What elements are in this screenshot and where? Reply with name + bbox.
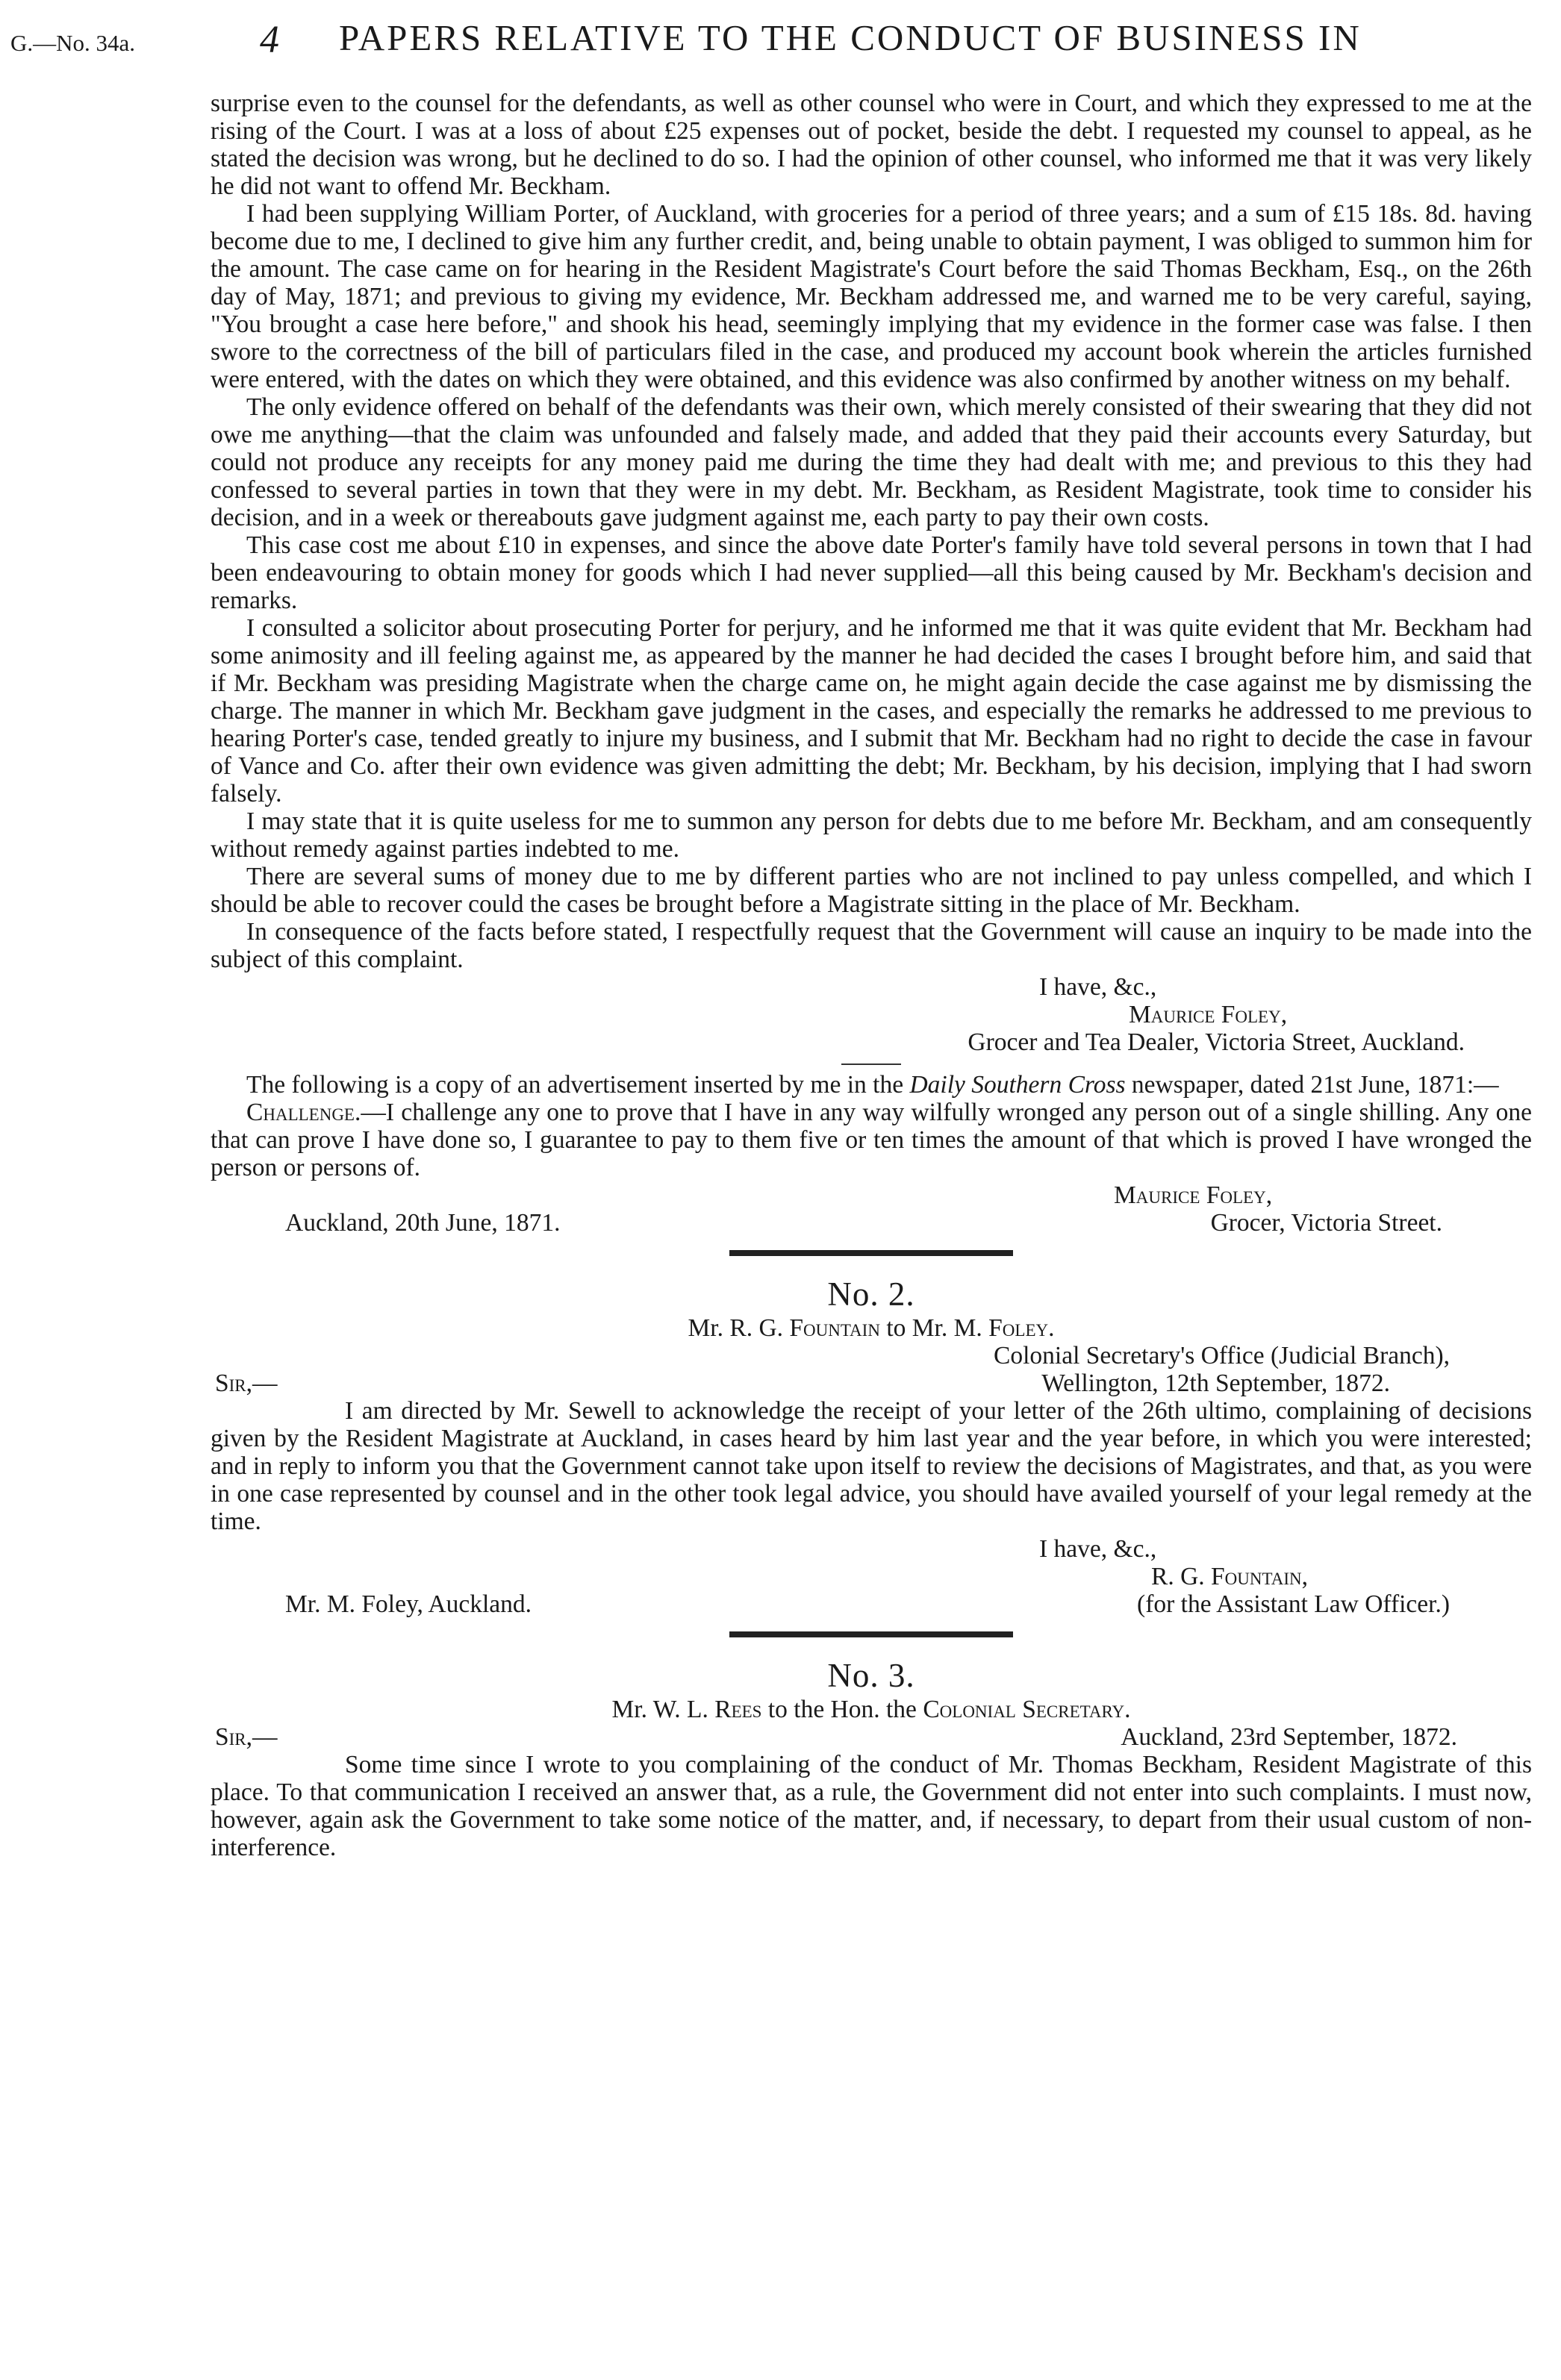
advert-intro-before: The following is a copy of an advertisement inserted by me in the [246, 1071, 904, 1099]
letter-number: No. 3. [827, 1657, 915, 1694]
salutation: Sir,— [215, 1723, 278, 1751]
signature: R. G. Fountain, [1151, 1563, 1308, 1590]
signatory-title: Grocer, Victoria Street. [1210, 1209, 1442, 1237]
newspaper-name: Daily Southern Cross [909, 1071, 1126, 1099]
paragraph: This case cost me about £10 in expenses, and since the above date Porter's family have told several persons in town that I had been endeavouring to obtain money for goods which I had never supplied—all this being caused by Mr. Beckham's decision and remarks. [211, 531, 1532, 614]
sender-name: Rees [714, 1696, 762, 1723]
challenge-label: Challenge. [246, 1099, 361, 1126]
paragraph: The only evidence offered on behalf of the defendants was their own, which merely consisted of their swearing that they did not owe me anything—that the claim was unfounded and falsely made, and added that they paid their accounts every Saturday, but could not produce any receipts for any money paid me during the time they had dealt with me; and previous to this they had confessed to several parties in town that they were in my debt. Mr. Beckham, as Resident Magistrate, took time to consider his decision, and in a week or thereabouts gave judgment against me, each party to pay their own costs. [211, 393, 1532, 531]
divider [841, 1063, 901, 1065]
paragraph: surprise even to the counsel for the defendants, as well as other counsel who were in Court, and which they expressed to me at the rising of the Court. I was at a loss of about £25 expenses out of pocket, beside the debt. I requested my counsel to appeal, as he stated the decision was wrong, but he declined to do so. I had the opinion of other counsel, who informed me that it was very likely he did not want to offend Mr. Beckham. [211, 90, 1532, 200]
advert-intro-after: newspaper, dated 21st June, 1871:— [1131, 1071, 1499, 1099]
salutation-line [211, 1723, 1532, 1751]
recipient-name: Colonial Secretary. [923, 1696, 1131, 1723]
letter-subheading [211, 1696, 1532, 1723]
paragraph: I consulted a solicitor about prosecuting Porter for perjury, and he informed me that it was quite evident that Mr. Beckham had some animosity and ill feeling against me, as appeared by the manner he had decided the cases I brought before him, and said that if Mr. Beckham was presiding Magistrate when the charge came on, he might again decide the case against me by dismissing the charge. The manner in which Mr. Beckham gave judgment in the cases, and especially the remarks he addressed to me previous to hearing Porter's case, tended greatly to injure my business, and I submit that Mr. Beckham had no right to decide the case in favour of Vance and Co. after their own evidence was given admitting the debt; Mr. Beckham, by his decision, implying that I had sworn falsely. [211, 614, 1532, 808]
paragraph: There are several sums of money due to me by different parties who are not inclined to pay unless compelled, and which I should be able to recover could the cases be brought before a Magistrate sitting in the place of Mr. Beckham. [211, 863, 1532, 918]
letter-subheading [211, 1314, 1532, 1342]
signatory-title: Grocer and Tea Dealer, Victoria Street, Auckland. [968, 1028, 1465, 1056]
letter-2-footer [211, 1590, 1532, 1618]
paragraph: I had been supplying William Porter, of Auckland, with groceries for a period of three years; and a sum of £15 18s. 8d. having become due to me, I declined to give him any further credit, and, being unable to obtain payment, I was obliged to summon him for the amount. The case came on for hearing in the Resident Magistrate's Court before the said Thomas Beckham, Esq., on the 26th day of May, 1871; and previous to giving my evidence, Mr. Beckham addressed me, and warned me to be very careful, saying, "You brought a case here before," and shook his head, seemingly implying that my evidence in the former case was false. I then swore to the correctness of the bill of particulars filed in the case, and produced my account book wherein the articles furnished were entered, with the dates on which they were obtained, and this evidence was also confirmed by another witness on my behalf. [211, 200, 1532, 393]
signature: Maurice Foley, [1129, 1001, 1288, 1028]
subheading-prefix: Mr. R. G. [688, 1314, 784, 1342]
salutation-line [211, 1369, 1532, 1397]
sender-name: Fountain [789, 1314, 880, 1342]
page-body [211, 90, 1532, 1861]
subheading-mid: to Mr. M. [886, 1314, 982, 1342]
letter-date: Auckland, 23rd September, 1872. [1121, 1723, 1457, 1751]
advertisement [211, 1071, 1532, 1237]
office: Colonial Secretary's Office (Judicial Branch), [994, 1342, 1450, 1369]
section-divider [729, 1631, 1013, 1637]
section-divider [729, 1250, 1013, 1256]
letter-date: Wellington, 12th September, 1872. [1041, 1369, 1390, 1397]
paragraph: Some time since I wrote to you complaining of the conduct of Mr. Thomas Beckham, Resident Magistrate of this place. To that communication I received an answer that, as a rule, the Government did not enter into such complaints. I must now, however, again ask the Government to take some notice of the matter, and, if necessary, to depart from their usual custom of non-interference. [211, 1751, 1532, 1861]
challenge-paragraph [211, 1099, 1532, 1181]
running-title: PAPERS RELATIVE TO THE CONDUCT OF BUSINESS IN [339, 17, 1362, 58]
signatory-title: (for the Assistant Law Officer.) [1137, 1590, 1450, 1618]
addressee: Mr. M. Foley, Auckland. [285, 1590, 532, 1618]
paragraph: In consequence of the facts before stated, I respectfully request that the Government will cause an inquiry to be made into the subject of this complaint. [211, 918, 1532, 973]
subheading-prefix: Mr. W. L. [611, 1696, 708, 1723]
letter-number: No. 2. [827, 1275, 915, 1313]
recipient-name: Foley. [988, 1314, 1055, 1342]
document-reference: G.—No. 34a. [10, 30, 136, 56]
closing: I have, &c., [1039, 1535, 1157, 1563]
paragraph: I am directed by Mr. Sewell to acknowledge the receipt of your letter of the 26th ultimo, complaining of decisions given by the Resident Magistrate at Auckland, in cases heard by him last year and the year before, in which you were interested; and in reply to inform you that the Government cannot take upon itself to review the decisions of Magistrates, and that, as you were in one case represented by counsel and in the other took legal advice, you should have availed yourself of your legal remedy at the time. [211, 1397, 1532, 1535]
challenge-text: —I challenge any one to prove that I have in any way wilfully wronged any person out of a single shilling. Any one that can prove I have done so, I guarantee to pay to them five or ten times the amount of that which is proved I have wronged the person or persons of. [211, 1099, 1532, 1181]
letter-1-signoff [211, 973, 1532, 1028]
signature: Maurice Foley, [1114, 1181, 1273, 1209]
page-header [10, 10, 1548, 60]
paragraph: I may state that it is quite useless for me to summon any person for debts due to me before Mr. Beckham, and am consequently without remedy against parties indebted to me. [211, 808, 1532, 863]
page-number: 4 [260, 19, 279, 61]
letter-2 [211, 1274, 1532, 1618]
place-date: Auckland, 20th June, 1871. [285, 1209, 561, 1237]
advert-intro [211, 1071, 1532, 1099]
letter-1-continuation [211, 90, 1532, 1056]
subheading-mid: to the Hon. the [767, 1696, 917, 1723]
closing: I have, &c., [1039, 973, 1157, 1001]
advert-footer [211, 1209, 1532, 1237]
letter-3 [211, 1655, 1532, 1861]
salutation: Sir,— [215, 1369, 278, 1397]
